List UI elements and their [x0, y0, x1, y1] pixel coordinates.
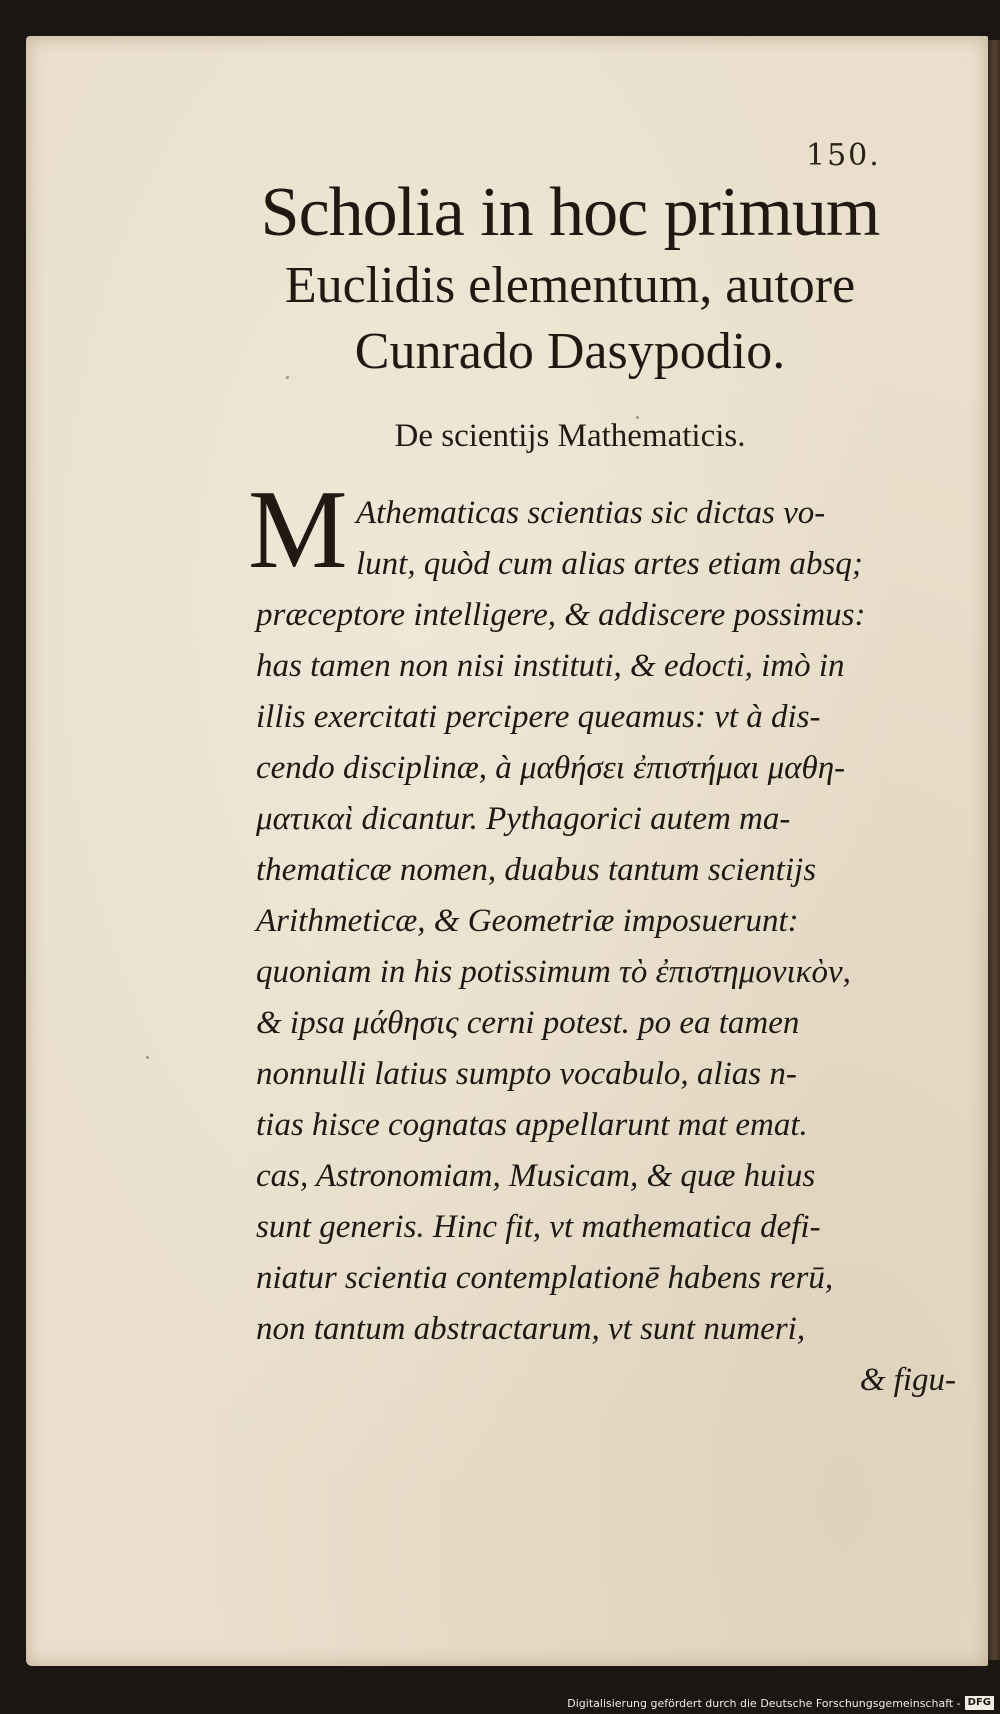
paper-speck	[146, 1056, 149, 1059]
text-line: niatur scientia contemplationē habens rerū,	[256, 1260, 834, 1296]
catchword: & figu-	[859, 1362, 956, 1398]
text-line: tias hisce cognatas appellarunt mat emat.	[256, 1107, 808, 1143]
drop-cap: M	[248, 468, 348, 592]
text-line: thematicæ nomen, duabus tantum scientijs	[256, 852, 817, 888]
text-line: cendo disciplinæ, à μαθήσει ἐπιστήμαι μαθη-	[256, 750, 846, 786]
text-line: Arithmeticæ, & Geometriæ imposuerunt:	[256, 903, 799, 939]
text-line: illis exercitati percipere queamus: vt à dis-	[256, 699, 821, 735]
section-heading: De scientijs Mathematicis.	[394, 418, 746, 454]
text-line: Athematicas scientias sic dictas vo-	[356, 495, 826, 531]
page-edge	[986, 40, 1000, 1660]
text-line: præceptore intelligere, & addiscere possimus:	[256, 597, 866, 633]
page-number: 150.	[806, 138, 881, 173]
digitization-credit	[567, 1694, 994, 1712]
text-line: quoniam in his potissimum τὸ ἐπιστημονικὸν,	[256, 954, 851, 990]
text-line: cas, Astronomiam, Musicam, & quæ huius	[256, 1158, 816, 1194]
title-line: Cunrado Dasypodio.	[354, 323, 786, 380]
page-title	[200, 174, 940, 392]
text-line: lunt, quòd cum alias artes etiam absq;	[356, 546, 863, 582]
dfg-logo: DFG	[965, 1696, 994, 1710]
text-line: sunt generis. Hinc fit, vt mathematica defi-	[256, 1209, 821, 1245]
text-line: has tamen non nisi instituti, & edocti, imò in	[256, 648, 845, 684]
body-text	[256, 488, 956, 1406]
title-line: Scholia in hoc primum	[260, 174, 880, 251]
text-line: & ipsa μάθησις cerni potest. po ea tamen	[256, 1005, 800, 1041]
text-line: nonnulli latius sumpto vocabulo, alias n-	[256, 1056, 797, 1092]
footer-text: Digitalisierung gefördert durch die Deutsche Forschungsgemeinschaft -	[567, 1696, 961, 1710]
text-line: non tantum abstractarum, vt sunt numeri,	[256, 1311, 806, 1347]
text-line: ματικαὶ dicantur. Pythagorici autem ma-	[256, 801, 791, 837]
title-line: Euclidis elementum, autore	[284, 257, 856, 314]
